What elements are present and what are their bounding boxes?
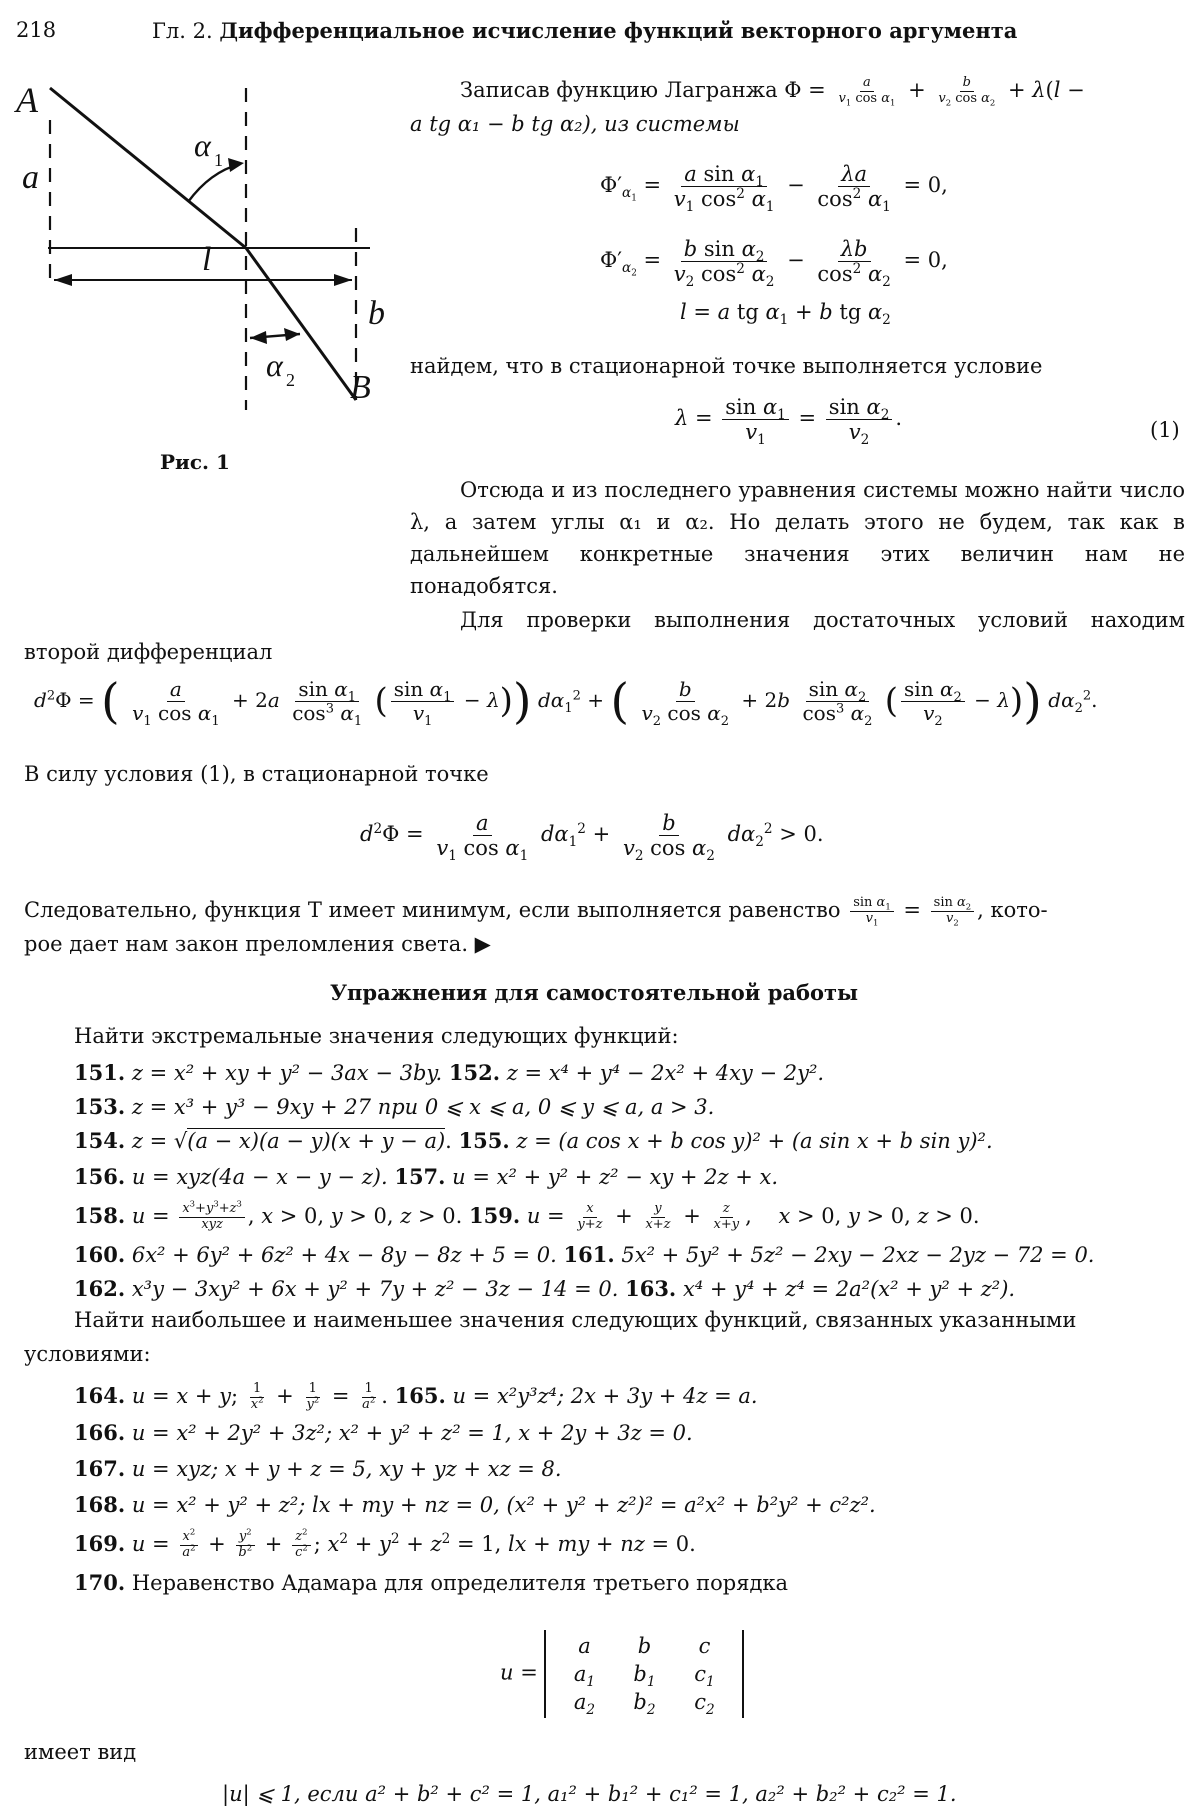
label-alpha2-sub: 2 [286,370,295,390]
exercise-154-155: 154. z = √(a − x)(a − y)(x + y − a). 155. z = (a cos x + b cos y)² + (a sin x + b sin y)². [74,1128,993,1153]
conclusion-text-b: , кото- [977,898,1048,922]
equation-1: λ = $\frac{\sin \alpha_1}{v_1}$ = $\frac{\sin \alpha_2}{v_2}$ . [675,394,903,449]
exercises-intro-2: Найти наибольшее и наименьшее значения следующих функций, связанных указанными [74,1308,1077,1332]
hadamard-inequality: |u| ⩽ 1, если a² + b² + c² = 1, a₁² + b₁² + c₁² = 1, a₂² + b₂² + c₂² = 1. [222,1782,957,1806]
system-eq-2: $\Phi'_{\alpha_2}$ = $\frac{b \sin \alpha_2}{v_2 \cos^2 \alpha_2}$ − $\frac{\lambda b}{\cos^2 \alpha_2}$ = 0, [600,236,948,291]
exercise-153: 153. z = x³ + y³ − 9xy + 27 при 0 ⩽ x ⩽ a, 0 ⩽ y ⩽ a, a > 3. [74,1094,715,1119]
exercise-167: 167. u = xyz; x + y + z = 5, xy + yz + xz = 8. [74,1456,562,1481]
label-A: A [16,80,38,120]
running-header [152,18,1017,43]
exercises-intro-2b: условиями: [24,1342,151,1366]
exercises-intro-1: Найти экстремальные значения следующих функций: [74,1024,679,1048]
exercise-158-159: 158. u = $\frac{x^3+y^3+z^3}{\text{xyz}}$ , x > 0, y > 0, z > 0. 159. u = $\frac{x}{y+z}$ + $\frac{y}{x+z}$ + $\frac{z}{x+y}$ , x > 0, y > 0, z > 0. [74,1198,980,1232]
system-eq-1: $\Phi'_{\alpha_1}$ = $\frac{a \sin \alpha_1}{v_1 \cos^2 \alpha_1}$ − $\frac{\lambda a}{\cos^2 \alpha_1}$ = 0, [600,161,948,216]
exercise-162-163: 162. x³y − 3xy² + 6x + y² + 7y + z² − 3z − 14 = 0. 163. x⁴ + y⁴ + z⁴ = 2a²(x² + y² + z²). [74,1276,1016,1301]
exercise-156-157: 156. u = xyz(4a − x − y − z). 157. u = x² + y² + z² − xy + 2z + x. [74,1164,779,1189]
figure-caption: Рис. 1 [160,450,230,474]
stationary-text: найдем, что в стационарной точке выполняется условие [410,354,1043,378]
conclusion-text-a: Следовательно, функция T имеет минимум, если выполняется равенство [24,898,841,922]
lagrange-cont: a tg α₁ − b tg α₂), из системы [410,112,740,136]
chapter-label: Гл. 2. [152,19,213,43]
hence-paragraph: Отсюда и из последнего уравнения системы можно найти число λ, а затем углы α₁ и α₂. Но делать этого не будем, так как в дальнейшем конкретные значения этих величин нам не понадобятся. [410,478,1185,598]
refraction-diagram [10,80,400,420]
exercise-168: 168. u = x² + y² + z²; lx + my + nz = 0, (x² + y² + z²)² = a²x² + b²y² + c²z². [74,1492,876,1517]
exercise-160-161: 160. 6x² + 6y² + 6z² + 4x − 8y − 8z + 5 = 0. 161. 5x² + 5y² + 5z² − 2xy − 2xz − 2yz − 72 = 0. [74,1242,1095,1267]
second-differential-stationary: $d^2\Phi$ = $\frac{a}{v_1 \cos \alpha_1}$ $d\alpha_1^2$ + $\frac{b}{v_2 \cos \alpha_2}$ $d\alpha_2^2 > 0$. [360,810,824,865]
exercise-164-165: 164. u = x + y; $\frac{1}{x^2}$ + $\frac{1}{y^2}$ = $\frac{1}{a^2}$ . 165. u = x²y³z⁴; 2x + 3y + 4z = a. [74,1381,758,1412]
lagrange-line: Записав функцию Лагранжа Φ = $\frac{a}{v_1 \cos \alpha_1}$ + $\frac{b}{v_2 \cos \alpha_2}$ + λ(l − [460,75,1085,108]
exercise-166: 166. u = x² + 2y² + 3z²; x² + y² + z² = 1, x + 2y + 3z = 0. [74,1420,693,1445]
determinant: u = a b c $a_1$ $b_1$ $c_1$ $a_2$ $b_2$ $c_2$ [500,1630,744,1718]
by-condition-text: В силу условия (1), в стационарной точке [24,762,489,786]
label-B: B [350,369,371,406]
system-eq-3: l = a tg $\alpha_1 + b$ tg $\alpha_2$ [680,300,891,329]
label-b: b [368,295,385,332]
conclusion-line-2: рое дает нам закон преломления света. ▶ [24,932,491,956]
equation-1-number: (1) [1150,418,1180,442]
exercise-170: 170. Неравенство Адамара для определителя третьего порядка [74,1570,789,1595]
chapter-title: Дифференциальное исчисление функций векторного аргумента [219,18,1018,43]
label-alpha1-sub: 1 [214,150,223,170]
conclusion-line-1: Следовательно, функция T имеет минимум, если выполняется равенство $\frac{\sin \alpha_1}{v_1}$ = $\frac{\sin \alpha_2}{v_2}$ , кото- [24,895,1048,928]
lagrange-intro-text: Записав функцию Лагранжа Φ = [460,78,826,102]
second-differential: $d^2\Phi$ = ( $\frac{a}{v_1 \cos \alpha_1}$ + 2a $\frac{\sin \alpha_1}{\cos^3 \alpha_1}$ ( $\frac{\sin \alpha_1}{v_1}$ − λ)) $d\alpha_1^2$ + ( $\frac{b}{v_2 \cos \alpha_2}$ + 2b $\frac{\sin \alpha_2}{\cos^3 \alpha_2}$ ( $\frac{\sin \alpha_2}{v_2}$ − λ)) $d\alpha_2^2$. [34,673,1098,730]
label-l: l [202,241,212,278]
exercise-169: 169. u = $\frac{x^2}{a^2}$ + $\frac{y^2}{b^2}$ + $\frac{z^2}{c^2}$ ; $x^2 + y^2 + z^2 = 1$, lx + my + nz = 0. [74,1526,696,1560]
label-alpha2: α [266,347,283,383]
figure-1 [10,80,400,420]
section-title: Упражнения для самостоятельной работы [330,980,859,1005]
second-diff-paragraph: Для проверки выполнения достаточных условий находим второй дифференциал [24,608,1185,664]
label-alpha1: α [194,127,211,163]
page-number: 218 [16,18,57,42]
exercise-151-152: 151. z = x² + xy + y² − 3ax − 3by. 152. z = x⁴ + y⁴ − 2x² + 4xy − 2y². [74,1060,825,1085]
has-form-text: имеет вид [24,1740,137,1764]
label-a: a [22,159,39,196]
